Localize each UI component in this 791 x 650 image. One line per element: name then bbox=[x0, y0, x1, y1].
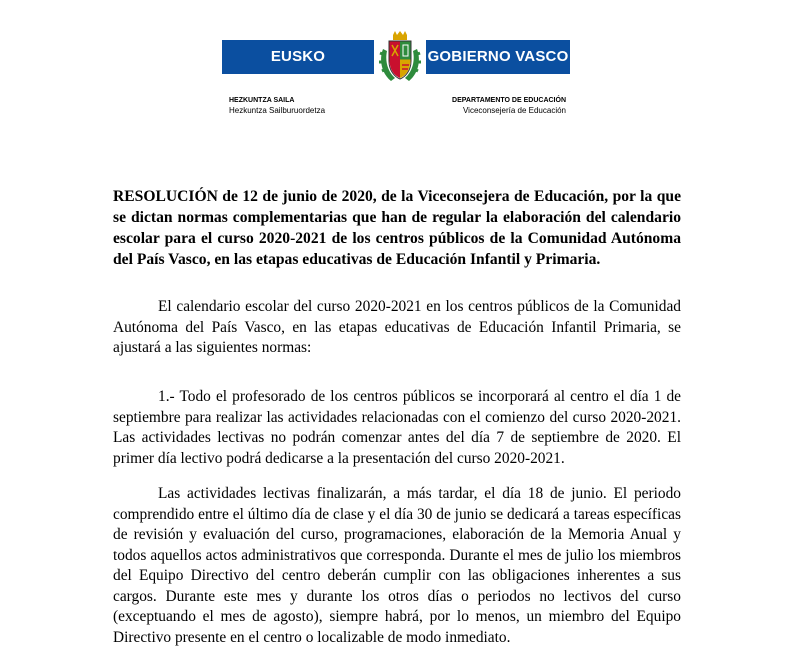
logo-basque-government-es: GOBIERNO VASCO bbox=[426, 40, 570, 74]
paragraph-intro bbox=[113, 297, 681, 359]
paragraph-rule-1-continued-text: Las actividades lectivas finalizarán, a más tardar, el día 18 de junio. El periodo comprendido entre el último día de clase y el día 30 de junio se dedicará a tareas específicas de revisión y evaluación del curso, programaciones, elaboración de la Memoria Anual y todos aquellos actos administrativos que corresponda. Durante el mes de julio los miembros del Equipo Directivo del centro deberán cumplir con las obligaciones inherentes a sus cargos. Durante este mes y durante los otros días o periodos no lectivos del curso (exceptuando el mes de agosto), siempre habrá, por lo menos, un miembro del Equipo Directivo presente en el centro o localizable de modo inmediato. bbox=[113, 485, 681, 646]
department-es-name: DEPARTAMENTO DE EDUCACIÓN bbox=[452, 97, 566, 104]
department-eu-name: HEZKUNTZA SAILA bbox=[229, 97, 295, 104]
logo-basque-government-eu: EUSKO JAURLARITZA bbox=[222, 40, 374, 74]
coat-of-arms-icon bbox=[377, 31, 423, 87]
paragraph-rule-1-continued bbox=[113, 484, 681, 648]
department-eu bbox=[229, 96, 325, 116]
paragraph-rule-1 bbox=[113, 387, 681, 469]
department-es bbox=[420, 96, 566, 116]
department-es-sub: Viceconsejería de Educación bbox=[462, 106, 566, 115]
resolution-title: RESOLUCIÓN de 12 de junio de 2020, de la Viceconsejera de Educación, por la que se dictan normas complementarias que han de regular la elaboración del calendario escolar para el curso 2020-2021 de los centros públicos de la Comunidad Autónoma del País Vasco, en las etapas educativas de Educación Infantil y Primaria. bbox=[113, 188, 681, 268]
paragraph-rule-1-text: 1.- Todo el profesorado de los centros públicos se incorporará al centro el día 1 de septiembre para realizar las actividades relacionadas con el comienzo del curso 2020-2021. Las actividades lectivas no podrán comenzar antes del día 7 de septiembre de 2020. El primer día lectivo podrá dedicarse a la presentación del curso 2020-2021. bbox=[113, 388, 681, 467]
paragraph-intro-text: El calendario escolar del curso 2020-2021 en los centros públicos de la Comunidad Autónoma del País Vasco, en las etapas educativas de Educación Infantil Primaria, se ajustará a las siguientes normas: bbox=[113, 298, 681, 356]
department-eu-sub: Hezkuntza Sailburuordetza bbox=[229, 106, 326, 115]
